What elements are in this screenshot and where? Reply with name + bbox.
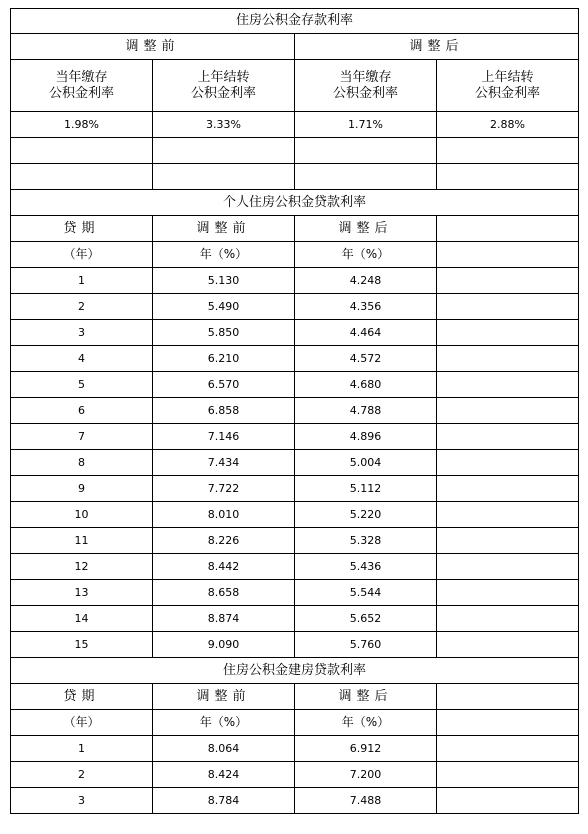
- after-rate-cell: 7.200: [295, 762, 437, 788]
- before-unit: 年（%）: [153, 710, 295, 736]
- empty-cell: [295, 138, 437, 164]
- after-rate-cell: 4.464: [295, 320, 437, 346]
- before-rate-cell: 8.784: [153, 788, 295, 814]
- personal-loan-title: 个人住房公积金贷款利率: [11, 190, 579, 216]
- before-unit: 年（%）: [153, 242, 295, 268]
- after-rate-cell: 7.488: [295, 788, 437, 814]
- before-header: 调整前: [153, 216, 295, 242]
- before-rate-cell: 5.130: [153, 268, 295, 294]
- before-header: 调整前: [153, 684, 295, 710]
- deposit-value: 3.33%: [153, 112, 295, 138]
- empty-cell: [437, 710, 579, 736]
- table-row: [11, 502, 579, 528]
- empty-cell: [437, 320, 579, 346]
- table-row: [11, 450, 579, 476]
- term-header: 贷期: [11, 216, 153, 242]
- construction-loan-rows: [11, 736, 579, 814]
- before-rate-cell: 6.570: [153, 372, 295, 398]
- term-cell: 2: [11, 762, 153, 788]
- empty-cell: [437, 164, 579, 190]
- empty-cell: [437, 450, 579, 476]
- term-cell: 14: [11, 606, 153, 632]
- after-rate-cell: 5.328: [295, 528, 437, 554]
- after-rate-cell: 4.896: [295, 424, 437, 450]
- empty-cell: [437, 606, 579, 632]
- after-unit: 年（%）: [295, 710, 437, 736]
- term-header: 贷期: [11, 684, 153, 710]
- empty-cell: [437, 346, 579, 372]
- construction-loan-title: 住房公积金建房贷款利率: [11, 658, 579, 684]
- deposit-after-header: 调整后: [295, 34, 579, 60]
- term-unit: （年）: [11, 710, 153, 736]
- term-cell: 4: [11, 346, 153, 372]
- term-cell: 6: [11, 398, 153, 424]
- empty-cell: [437, 372, 579, 398]
- table-row: [11, 346, 579, 372]
- empty-cell: [437, 580, 579, 606]
- before-rate-cell: 7.146: [153, 424, 295, 450]
- empty-cell: [437, 788, 579, 814]
- after-rate-cell: 5.004: [295, 450, 437, 476]
- deposit-before-header: 调整前: [11, 34, 295, 60]
- term-cell: 10: [11, 502, 153, 528]
- term-cell: 5: [11, 372, 153, 398]
- term-cell: 8: [11, 450, 153, 476]
- before-rate-cell: 9.090: [153, 632, 295, 658]
- empty-cell: [437, 424, 579, 450]
- col-header-line2: 公积金利率: [332, 85, 398, 101]
- empty-cell: [437, 294, 579, 320]
- empty-cell: [153, 138, 295, 164]
- deposit-value: 2.88%: [437, 112, 579, 138]
- deposit-col-header: [11, 60, 153, 112]
- empty-cell: [437, 528, 579, 554]
- after-rate-cell: 5.112: [295, 476, 437, 502]
- empty-cell: [437, 476, 579, 502]
- after-rate-cell: 5.220: [295, 502, 437, 528]
- deposit-title: 住房公积金存款利率: [11, 9, 579, 34]
- empty-cell: [437, 554, 579, 580]
- table-row: [11, 398, 579, 424]
- before-rate-cell: 6.210: [153, 346, 295, 372]
- col-header-line1: 上年结转: [481, 69, 534, 85]
- term-unit: （年）: [11, 242, 153, 268]
- deposit-col-header: [153, 60, 295, 112]
- after-rate-cell: 5.544: [295, 580, 437, 606]
- construction-loan-unit-row: [11, 710, 579, 736]
- empty-row: [11, 164, 579, 190]
- table-row: [11, 476, 579, 502]
- before-rate-cell: 6.858: [153, 398, 295, 424]
- after-rate-cell: 5.760: [295, 632, 437, 658]
- term-cell: 9: [11, 476, 153, 502]
- deposit-col-header: [295, 60, 437, 112]
- empty-cell: [437, 268, 579, 294]
- empty-cell: [437, 736, 579, 762]
- empty-cell: [437, 216, 579, 242]
- table-row: [11, 762, 579, 788]
- empty-cell: [153, 164, 295, 190]
- term-cell: 3: [11, 788, 153, 814]
- after-unit: 年（%）: [295, 242, 437, 268]
- table-row: [11, 632, 579, 658]
- personal-loan-header-row: [11, 216, 579, 242]
- deposit-values-row: [11, 112, 579, 138]
- after-header: 调整后: [295, 216, 437, 242]
- term-cell: 15: [11, 632, 153, 658]
- after-rate-cell: 4.680: [295, 372, 437, 398]
- col-header-line2: 公积金利率: [48, 85, 114, 101]
- col-header-line2: 公积金利率: [190, 85, 256, 101]
- before-rate-cell: 5.490: [153, 294, 295, 320]
- table-row: [11, 372, 579, 398]
- deposit-column-headers: [11, 60, 579, 112]
- before-rate-cell: 8.064: [153, 736, 295, 762]
- empty-cell: [11, 138, 153, 164]
- col-header-line1: 上年结转: [197, 69, 250, 85]
- before-rate-cell: 7.434: [153, 450, 295, 476]
- after-rate-cell: 5.436: [295, 554, 437, 580]
- term-cell: 7: [11, 424, 153, 450]
- table-row: [11, 528, 579, 554]
- col-header-line1: 当年缴存: [55, 69, 108, 85]
- rates-table: [10, 8, 579, 814]
- term-cell: 12: [11, 554, 153, 580]
- after-rate-cell: 5.652: [295, 606, 437, 632]
- empty-cell: [11, 164, 153, 190]
- after-rate-cell: 4.788: [295, 398, 437, 424]
- before-rate-cell: 8.010: [153, 502, 295, 528]
- empty-cell: [437, 138, 579, 164]
- table-row: [11, 424, 579, 450]
- personal-loan-unit-row: [11, 242, 579, 268]
- deposit-value: 1.98%: [11, 112, 153, 138]
- empty-cell: [437, 762, 579, 788]
- table-row: [11, 788, 579, 814]
- before-rate-cell: 8.874: [153, 606, 295, 632]
- before-rate-cell: 5.850: [153, 320, 295, 346]
- empty-cell: [437, 684, 579, 710]
- before-rate-cell: 8.424: [153, 762, 295, 788]
- before-rate-cell: 8.658: [153, 580, 295, 606]
- after-header: 调整后: [295, 684, 437, 710]
- term-cell: 2: [11, 294, 153, 320]
- table-row: [11, 580, 579, 606]
- deposit-col-header: [437, 60, 579, 112]
- after-rate-cell: 4.356: [295, 294, 437, 320]
- empty-cell: [437, 632, 579, 658]
- table-row: [11, 736, 579, 762]
- term-cell: 13: [11, 580, 153, 606]
- empty-cell: [295, 164, 437, 190]
- empty-row: [11, 138, 579, 164]
- personal-loan-rows: [11, 268, 579, 658]
- col-header-line2: 公积金利率: [475, 85, 541, 101]
- table-row: [11, 554, 579, 580]
- before-rate-cell: 7.722: [153, 476, 295, 502]
- table-row: [11, 294, 579, 320]
- table-row: [11, 268, 579, 294]
- term-cell: 1: [11, 736, 153, 762]
- before-rate-cell: 8.226: [153, 528, 295, 554]
- col-header-line1: 当年缴存: [339, 69, 392, 85]
- empty-cell: [437, 502, 579, 528]
- after-rate-cell: 4.248: [295, 268, 437, 294]
- deposit-value: 1.71%: [295, 112, 437, 138]
- table-row: [11, 606, 579, 632]
- construction-loan-header-row: [11, 684, 579, 710]
- after-rate-cell: 6.912: [295, 736, 437, 762]
- term-cell: 11: [11, 528, 153, 554]
- table-row: [11, 320, 579, 346]
- empty-cell: [437, 398, 579, 424]
- term-cell: 3: [11, 320, 153, 346]
- after-rate-cell: 4.572: [295, 346, 437, 372]
- term-cell: 1: [11, 268, 153, 294]
- before-rate-cell: 8.442: [153, 554, 295, 580]
- empty-cell: [437, 242, 579, 268]
